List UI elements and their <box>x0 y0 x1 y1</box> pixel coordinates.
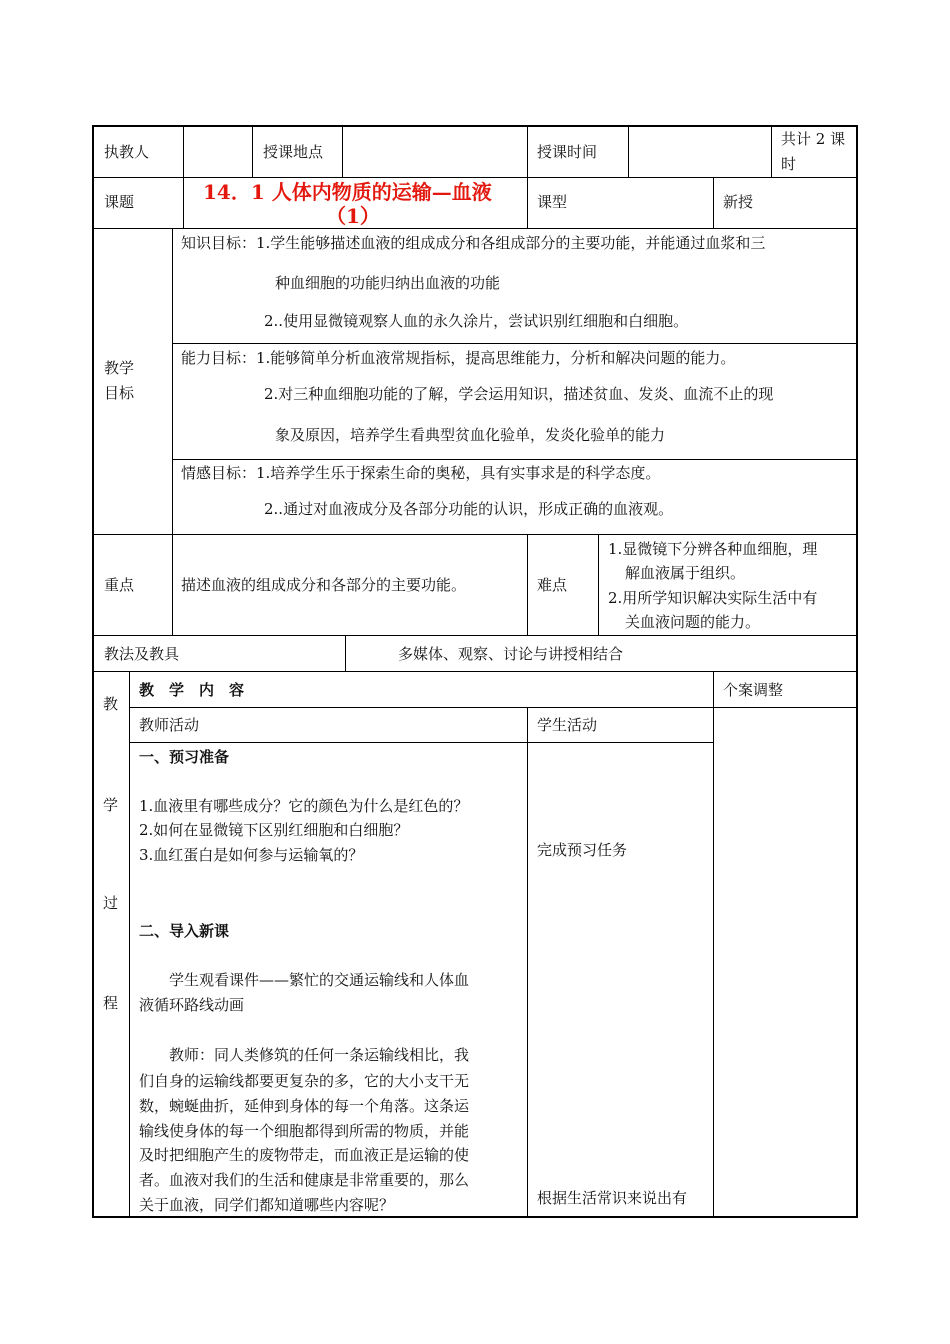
knowledge-goal-line1: 知识目标：1.学生能够描述血液的组成成分和各组成部分的主要功能，并能通过血浆和三 <box>181 234 766 252</box>
content-header: 教 学 内 容 <box>139 681 245 699</box>
divider <box>342 125 343 177</box>
row-divider <box>129 742 713 743</box>
method-label: 教法及教具 <box>104 645 180 663</box>
teacher-para-line5: 及时把细胞产生的废物带走，而血液正是运输的使 <box>139 1146 470 1164</box>
divider <box>129 671 130 1217</box>
divider <box>252 125 253 177</box>
teacher-para-line4: 输线使身体的每一个细胞都得到所需的物质，并能 <box>139 1122 470 1140</box>
emotion-goal-line2: 2..通过对血液成分及各部分功能的认识，形成正确的血液观。 <box>264 500 674 518</box>
objectives-label-line1: 教学 <box>104 359 135 377</box>
teacher-para-line6: 者。血液对我们的生活和健康是非常重要的，那么 <box>139 1171 470 1189</box>
row-divider <box>92 228 857 229</box>
type-label: 课型 <box>537 193 568 211</box>
divider <box>183 177 184 228</box>
preview-question-3: 3.血红蛋白是如何参与运输氧的？ <box>139 846 364 864</box>
divider <box>172 534 173 635</box>
divider <box>527 177 528 228</box>
lesson-title-line2: （1） <box>326 204 380 228</box>
divider <box>172 228 173 534</box>
divider <box>598 534 599 635</box>
ability-goal-line2: 2.对三种血细胞功能的了解，学会运用知识，描述贫血、发炎、血流不止的现 <box>264 385 774 403</box>
section-intro-title: 二、导入新课 <box>139 922 230 940</box>
process-side-char-4: 程 <box>103 994 119 1012</box>
divider <box>628 125 629 177</box>
divider <box>527 125 528 177</box>
divider <box>713 671 714 1217</box>
type-value: 新授 <box>723 193 754 211</box>
row-divider <box>92 534 857 535</box>
teacher-para-line3: 数，蜿蜒曲折，延伸到身体的每一个角落。这条运 <box>139 1097 470 1115</box>
section-preview-title: 一、预习准备 <box>139 748 230 766</box>
row-divider <box>92 671 857 672</box>
table-border-top <box>92 125 858 127</box>
knowledge-goal-line2: 种血细胞的功能归纳出血液的功能 <box>275 274 501 292</box>
teacher-para-line1: 教师：同人类修筑的任何一条运输线相比，我 <box>139 1046 470 1064</box>
teacher-para-line7: 关于血液，同学们都知道哪些内容呢？ <box>139 1196 395 1214</box>
place-label: 授课地点 <box>263 143 324 161</box>
divider <box>345 635 346 671</box>
difficulty-label: 难点 <box>537 576 568 594</box>
intro-para-line1: 学生观看课件——繁忙的交通运输线和人体血 <box>139 971 470 989</box>
preview-question-2: 2.如何在显微镜下区别红细胞和白细胞？ <box>139 821 409 839</box>
objectives-label-line2: 目标 <box>104 384 135 402</box>
total-hours-line2: 时 <box>781 155 797 173</box>
adjust-header: 个案调整 <box>723 681 784 699</box>
preview-question-1: 1.血液里有哪些成分？它的颜色为什么是红色的？ <box>139 797 469 815</box>
difficulty-2a: 2.用所学知识解决实际生活中有 <box>608 589 818 607</box>
divider <box>527 707 528 1217</box>
row-divider <box>92 635 857 636</box>
row-divider <box>92 177 857 178</box>
lesson-title-line1: 14．1 人体内物质的运输—血液 <box>203 180 492 204</box>
teacher-activity-header: 教师活动 <box>139 716 200 734</box>
divider <box>713 177 714 228</box>
knowledge-goal-line3: 2..使用显微镜观察人血的永久涂片，尝试识别红细胞和白细胞。 <box>264 312 689 330</box>
divider <box>771 125 772 177</box>
row-divider <box>129 707 857 708</box>
student-activity-header: 学生活动 <box>537 716 598 734</box>
process-side-char-3: 过 <box>103 894 119 912</box>
student-task: 完成预习任务 <box>537 841 628 859</box>
topic-label: 课题 <box>104 193 135 211</box>
ability-goal-line3: 象及原因，培养学生看典型贫血化验单，发炎化验单的能力 <box>275 426 666 444</box>
teacher-label: 执教人 <box>104 143 150 161</box>
difficulty-2b: 关血液问题的能力。 <box>625 613 761 631</box>
table-border-bottom <box>92 1216 858 1218</box>
key-point-value: 描述血液的组成成分和各部分的主要功能。 <box>181 576 467 594</box>
difficulty-1a: 1.显微镜下分辨各种血细胞，理 <box>608 540 818 558</box>
difficulty-1b: 解血液属于组织。 <box>625 564 746 582</box>
method-value: 多媒体、观察、讨论与讲授相结合 <box>398 645 624 663</box>
row-divider <box>172 343 857 344</box>
student-answer: 根据生活常识来说出有 <box>537 1189 688 1207</box>
time-label: 授课时间 <box>537 143 598 161</box>
emotion-goal-line1: 情感目标：1.培养学生乐于探索生命的奥秘，具有实事求是的科学态度。 <box>181 464 661 482</box>
divider <box>183 125 184 177</box>
process-side-char-1: 教 <box>103 695 119 713</box>
row-divider <box>172 459 857 460</box>
teacher-para-line2: 们自身的运输线都要更复杂的多，它的大小支干无 <box>139 1072 470 1090</box>
key-point-label: 重点 <box>104 576 135 594</box>
total-hours-line1: 共计 2 课 <box>781 130 846 148</box>
intro-para-line2: 液循环路线动画 <box>139 996 245 1014</box>
divider <box>527 534 528 635</box>
ability-goal-line1: 能力目标：1.能够简单分析血液常规指标，提高思维能力，分析和解决问题的能力。 <box>181 349 736 367</box>
process-side-char-2: 学 <box>103 796 119 814</box>
